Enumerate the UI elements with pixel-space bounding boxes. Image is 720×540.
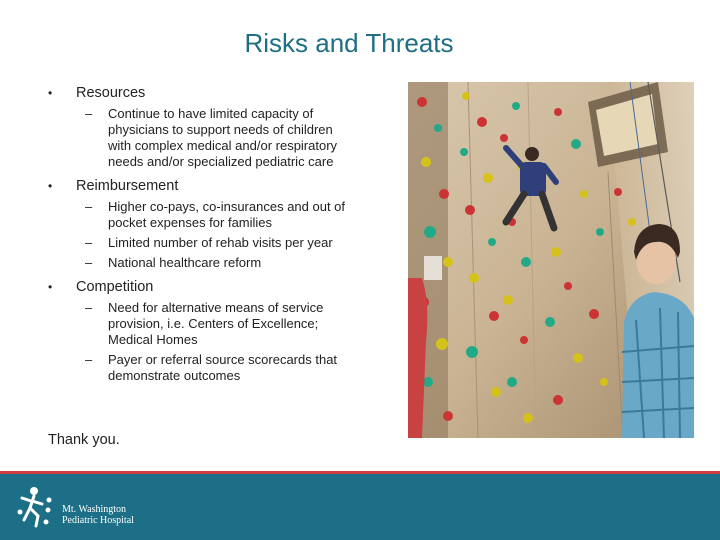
sub-bullet-item <box>48 255 358 271</box>
sub-bullet-text: National healthcare reform <box>108 255 262 270</box>
dash-icon: – <box>85 352 93 367</box>
bullet-item <box>48 85 368 102</box>
dash-icon: – <box>85 300 93 315</box>
logo-line-1: Mt. Washington <box>62 504 127 515</box>
bullet-group-resources <box>48 85 368 170</box>
bullet-item <box>48 279 368 296</box>
bullet-icon: • <box>48 179 53 193</box>
logo-line-2: Pediatric Hospital <box>62 515 134 526</box>
dash-icon: – <box>85 255 93 270</box>
bullet-label: Resources <box>76 85 146 101</box>
sub-bullet-text: Payer or referral source scorecards that demonstrate outcomes <box>108 352 338 383</box>
dash-icon: – <box>85 235 93 250</box>
sub-bullet-item <box>48 235 358 251</box>
bullet-label: Reimbursement <box>76 178 179 194</box>
bullet-icon: • <box>48 86 53 100</box>
hospital-logo-icon <box>16 486 56 528</box>
bullet-label: Competition <box>76 279 154 295</box>
sub-bullet-text: Need for alternative means of service provision, i.e. Centers of Excellence; Medical Homes <box>108 300 324 347</box>
bullet-group-reimbursement <box>48 178 368 271</box>
bullet-item <box>48 178 368 195</box>
hospital-logo-text <box>62 504 134 526</box>
climbing-wall-photo <box>408 82 694 438</box>
closing-text: Thank you. <box>48 432 120 448</box>
sub-bullet-item <box>48 300 358 348</box>
bullet-icon: • <box>48 280 53 294</box>
sub-bullet-text: Continue to have limited capacity of physicians to support needs of children with complex medical and/or respiratory needs and/or specialized pediatric care <box>108 106 338 169</box>
sub-bullet-item <box>48 199 358 231</box>
slide-title: Risks and Threats <box>244 28 454 58</box>
bullet-list <box>48 85 368 392</box>
sub-bullet-item <box>48 106 358 170</box>
bullet-group-competition <box>48 279 368 384</box>
sub-bullet-text: Higher co-pays, co-insurances and out of pocket expenses for families <box>108 199 346 230</box>
sub-bullet-text: Limited number of rehab visits per year <box>108 235 333 250</box>
dash-icon: – <box>85 199 93 214</box>
sub-bullet-item <box>48 352 358 384</box>
dash-icon: – <box>85 106 93 121</box>
